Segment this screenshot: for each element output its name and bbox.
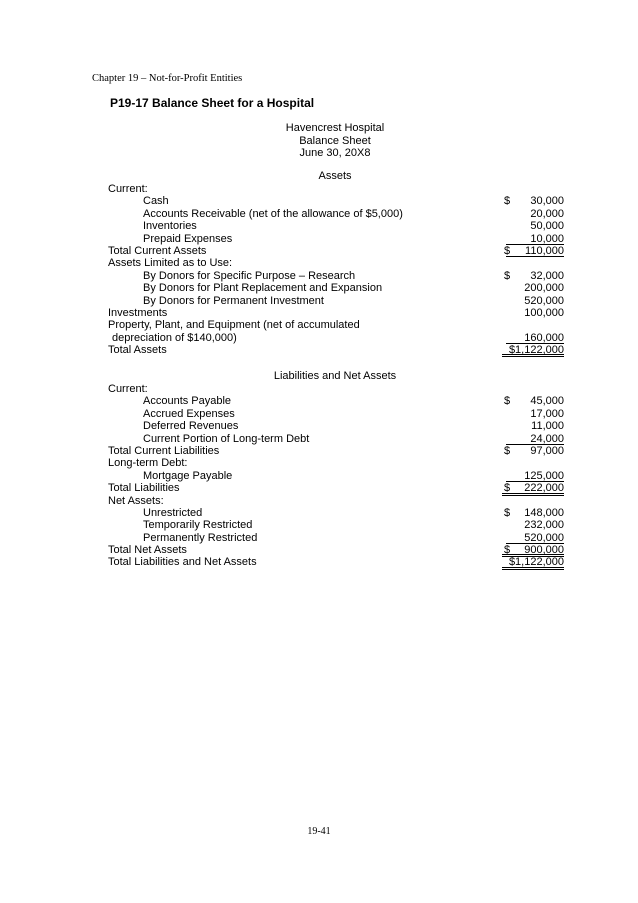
row-label: Long-term Debt: — [108, 457, 188, 470]
row-amount: 20,000 — [530, 207, 564, 220]
balance-row — [108, 319, 564, 331]
row-amount: 11,000 — [531, 420, 564, 433]
balance-row — [108, 307, 564, 319]
row-label: Total Net Assets — [108, 544, 187, 557]
statement-name: Balance Sheet — [299, 134, 371, 147]
row-label: Current Portion of Long-term Debt — [143, 432, 310, 445]
row-amount: 100,000 — [524, 306, 564, 319]
row-amount: 520,000 — [524, 531, 564, 544]
statement-heading — [200, 122, 470, 160]
row-amount: 97,000 — [530, 444, 564, 457]
row-label: Prepaid Expenses — [143, 232, 233, 245]
balance-row — [108, 245, 564, 257]
row-amount: 30,000 — [530, 195, 564, 208]
row-label: Current: — [108, 383, 148, 395]
balance-row — [108, 233, 564, 245]
row-amount: 50,000 — [530, 220, 564, 233]
liabilities-section — [108, 383, 564, 569]
row-label: Total Assets — [108, 344, 167, 357]
row-label: Accounts Payable — [143, 395, 232, 408]
row-label: Investments — [108, 306, 168, 319]
balance-row — [108, 433, 564, 445]
balance-row — [108, 183, 564, 195]
row-label: Deferred Revenues — [143, 420, 239, 433]
balance-row — [108, 344, 564, 356]
balance-row — [108, 470, 564, 482]
balance-row — [108, 507, 564, 519]
row-amount: 160,000 — [524, 331, 564, 344]
entity-name: Havencrest Hospital — [285, 122, 385, 134]
row-amount: 520,000 — [524, 294, 564, 307]
row-label: Property, Plant, and Equipment (net of accumulated — [108, 319, 360, 332]
row-amount: 32,000 — [530, 269, 564, 282]
row-label: Net Assets: — [108, 494, 164, 507]
balance-row — [108, 208, 564, 220]
row-label: By Donors for Specific Purpose – Research — [143, 269, 356, 282]
balance-row — [108, 445, 564, 457]
row-amount: $1,122,000 — [508, 556, 564, 569]
balance-row — [108, 220, 564, 232]
row-amount: 125,000 — [524, 469, 564, 482]
currency-symbol: $ — [504, 444, 511, 457]
balance-row — [108, 556, 564, 568]
balance-row — [108, 544, 564, 556]
row-amount: 10,000 — [530, 232, 564, 245]
row-label: Accounts Receivable (net of the allowance of $5,000) — [143, 207, 403, 220]
row-amount: 222,000 — [524, 482, 564, 495]
row-amount: 110,000 — [525, 244, 564, 257]
balance-row — [108, 532, 564, 544]
balance-row — [108, 295, 564, 307]
balance-row — [108, 270, 564, 282]
row-amount: 232,000 — [524, 519, 564, 532]
liabilities-heading: Liabilities and Net Assets — [273, 370, 397, 382]
row-amount: 17,000 — [530, 407, 564, 420]
currency-symbol: $ — [504, 269, 511, 282]
currency-symbol: $ — [504, 244, 511, 257]
currency-symbol: $ — [504, 482, 511, 495]
currency-symbol: $ — [504, 395, 511, 408]
row-label: Cash — [143, 195, 169, 208]
row-amount: $1,122,000 — [508, 344, 564, 357]
row-amount: 148,000 — [524, 506, 564, 519]
row-amount: 24,000 — [530, 432, 564, 445]
row-label: By Donors for Permanent Investment — [143, 294, 324, 307]
row-amount: 900,000 — [524, 544, 564, 557]
row-amount: 45,000 — [530, 395, 564, 408]
chapter-header: Chapter 19 – Not-for-Profit Entities — [92, 73, 243, 84]
assets-heading: Assets — [318, 170, 352, 182]
row-label: Current: — [108, 183, 148, 195]
balance-row — [108, 395, 564, 407]
balance-row — [108, 195, 564, 207]
currency-symbol: $ — [504, 506, 511, 519]
double-underline-rule — [502, 354, 564, 357]
balance-row — [108, 408, 564, 420]
double-underline-rule — [502, 567, 564, 570]
balance-row — [108, 383, 564, 395]
page-number: 19-41 — [307, 826, 331, 837]
row-label: Mortgage Payable — [143, 469, 233, 482]
row-label: Unrestricted — [143, 506, 203, 519]
row-label: By Donors for Plant Replacement and Expansion — [143, 282, 383, 295]
currency-symbol: $ — [504, 195, 511, 208]
row-label: Total Current Liabilities — [108, 444, 220, 457]
balance-row — [108, 457, 564, 469]
row-label: Total Current Assets — [108, 244, 207, 257]
balance-row — [108, 495, 564, 507]
row-label: Accrued Expenses — [143, 407, 235, 420]
balance-row — [108, 257, 564, 269]
row-label: depreciation of $140,000) — [112, 331, 237, 344]
row-label: Temporarily Restricted — [143, 519, 253, 532]
assets-section — [108, 183, 564, 356]
row-label: Inventories — [143, 220, 197, 233]
balance-row — [108, 519, 564, 531]
row-label: Total Liabilities — [108, 482, 180, 495]
row-label: Permanently Restricted — [143, 531, 258, 544]
row-label: Assets Limited as to Use: — [108, 257, 233, 270]
balance-row — [108, 282, 564, 294]
balance-row — [108, 420, 564, 432]
row-label: Total Liabilities and Net Assets — [108, 556, 257, 569]
currency-symbol: $ — [504, 544, 511, 557]
balance-row — [108, 332, 564, 344]
row-amount: 200,000 — [524, 282, 564, 295]
problem-title: P19-17 Balance Sheet for a Hospital — [110, 96, 315, 110]
statement-date: June 30, 20X8 — [299, 147, 371, 159]
balance-row — [108, 482, 564, 494]
